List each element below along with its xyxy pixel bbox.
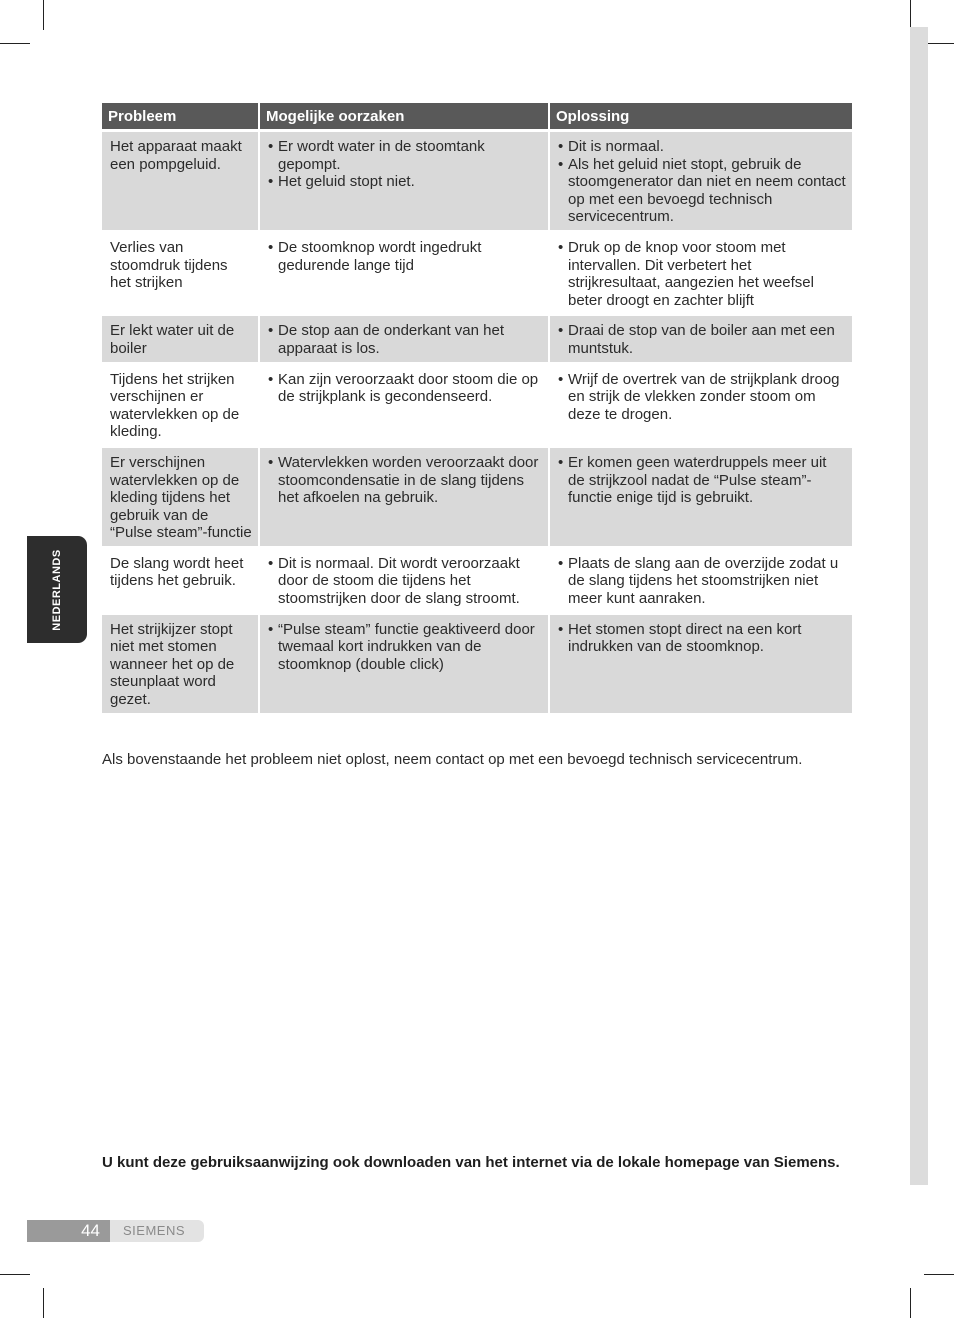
cause-item: • Er wordt water in de stoomtank gepompt. [268, 138, 542, 173]
problem-cell: Het apparaat maakt een pompgeluid. [102, 132, 258, 230]
causes-cell [260, 132, 548, 230]
solution-cell [550, 448, 852, 546]
brand-name: SIEMENS [123, 1223, 186, 1238]
solution-item: • Plaats de slang aan de overzijde zodat u de slang tijdens het stoomstrijken niet meer kunt aanraken. [558, 555, 846, 608]
problem-cell: Tijdens het strijken verschijnen er watervlekken op de kleding. [110, 370, 240, 441]
crop-mark [43, 1288, 44, 1318]
table-row [102, 233, 852, 313]
header-solution: Oplossing [550, 103, 852, 129]
problem-cell: De slang wordt heet tijdens het gebruik. [110, 554, 244, 590]
solution-item: • Wrijf de overtrek van de strijkplank droog en strijk de vlekken zonder stoom om deze te drogen. [558, 371, 846, 424]
solution-item: • Als het geluid niet stopt, gebruik de stoomgenerator dan niet en neem contact op met een bevoegd technisch servicecentrum. [558, 156, 846, 226]
troubleshooting-table [100, 100, 854, 716]
header-problem: Probleem [102, 103, 258, 129]
problem-cell: Het strijkijzer stopt niet met stomen wanneer het op de steunplaat word gezet. [102, 615, 258, 713]
causes-cell [260, 615, 548, 713]
solution-cell [550, 316, 852, 361]
solution-cell [550, 549, 852, 612]
header-causes: Mogelijke oorzaken [260, 103, 548, 129]
causes-cell [260, 233, 548, 313]
page-footer [27, 1220, 204, 1242]
cause-item: • Kan zijn veroorzaakt door stoom die op de strijkplank is gecondenseerd. [268, 371, 542, 406]
language-tab [27, 536, 87, 643]
table-row [102, 615, 852, 713]
crop-mark [924, 43, 954, 44]
crop-mark [924, 1274, 954, 1275]
solution-item: • Het stomen stopt direct na een kort indrukken van de stoomknop. [558, 621, 846, 656]
service-note: Als bovenstaande het probleem niet oplost, neem contact op met een bevoegd technisch servicecentrum. [102, 751, 803, 768]
language-tab-label: NEDERLANDS [51, 548, 63, 631]
problem-cell: Verlies van stoomdruk tijdens het strijken [110, 238, 228, 292]
solution-cell [550, 233, 852, 313]
page-number: 44 [27, 1220, 110, 1242]
table-row [102, 549, 852, 612]
cause-item: • Dit is normaal. Dit wordt veroorzaakt door de stoom die tijdens het stoomstrijken door de slang stroomt. [268, 555, 542, 608]
table-header-row [102, 103, 852, 129]
crop-mark [910, 1288, 911, 1318]
solution-item: • Dit is normaal. [558, 138, 846, 156]
problem-cell: Er verschijnen watervlekken op de kleding tijdens het gebruik van de “Pulse steam”-functie [102, 448, 258, 546]
table-row [102, 132, 852, 230]
cause-item: • Watervlekken worden veroorzaakt door stoomcondensatie in de slang tijdens het afkoelen na gebruik. [268, 454, 542, 507]
causes-cell [260, 365, 548, 445]
solution-cell [550, 365, 852, 445]
solution-item: • Draai de stop van de boiler aan met een muntstuk. [558, 322, 846, 357]
causes-cell [260, 448, 548, 546]
cause-item: • Het geluid stopt niet. [268, 173, 542, 191]
causes-cell [260, 549, 548, 612]
crop-mark [910, 0, 911, 30]
download-notice: U kunt deze gebruiksaanwijzing ook downloaden van het internet via de lokale homepage van Siemens. [102, 1154, 840, 1171]
crop-mark [43, 0, 44, 30]
problem-cell: Er lekt water uit de boiler [102, 316, 258, 361]
table-row [102, 316, 852, 361]
table-row [102, 448, 852, 546]
crop-mark [0, 1274, 30, 1275]
solution-cell [550, 132, 852, 230]
cause-item: • De stop aan de onderkant van het apparaat is los. [268, 322, 542, 357]
solution-item: • Er komen geen waterdruppels meer uit de strijkzool nadat de “Pulse steam”-functie enige tijd is gebruikt. [558, 454, 846, 507]
solution-item: • Druk op de knop voor stoom met intervallen. Dit verbetert het strijkresultaat, aangezien het weefsel beter droogt en zachter blijft [558, 239, 846, 309]
crop-mark [0, 43, 30, 44]
solution-cell [550, 615, 852, 713]
page-edge-strip [910, 27, 928, 1185]
table-row [102, 365, 852, 445]
causes-cell [260, 316, 548, 361]
cause-item: • De stoomknop wordt ingedrukt gedurende lange tijd [268, 239, 542, 274]
cause-item: • “Pulse steam” functie geaktiveerd door twemaal kort indrukken van de stoomknop (double click) [268, 621, 542, 674]
